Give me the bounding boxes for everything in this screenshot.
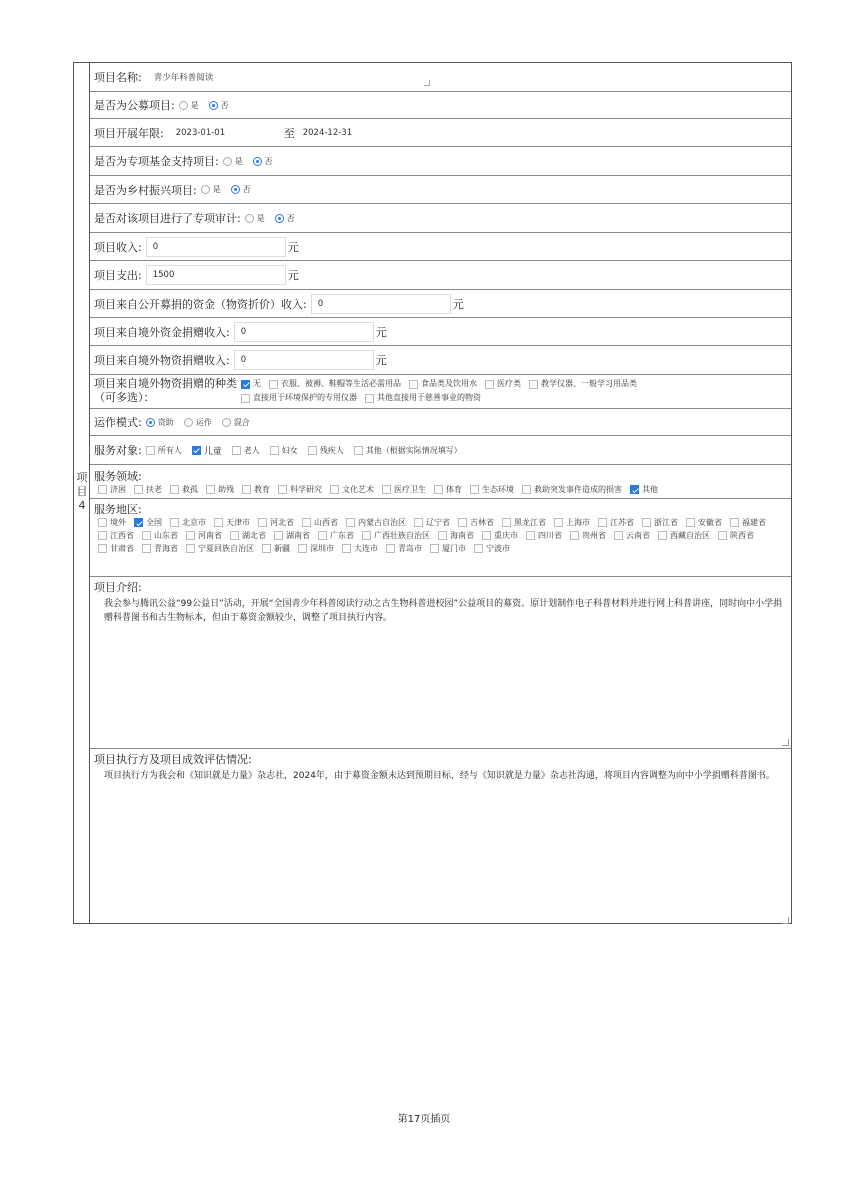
income-input[interactable]: 0 [146,237,286,257]
region-checkbox[interactable] [186,531,195,540]
foreign-fund-input[interactable]: 0 [234,322,374,342]
field-checkbox[interactable] [522,485,531,494]
region-option [258,543,290,554]
region-option [94,517,126,528]
field-option [202,484,234,495]
field-checkbox[interactable] [98,485,107,494]
region-option-label: 海南省 [450,531,474,540]
region-option [522,530,562,541]
field-option-label: 其他 [642,485,658,494]
goods-medical-label: 医疗类 [497,379,521,388]
field-option-label: 助残 [218,485,234,494]
project-name-field[interactable]: 青少年科普阅读 [153,73,214,83]
field-option-label: 救孤 [182,485,198,494]
region-option [94,530,134,541]
region-option [638,517,678,528]
region-option-label: 四川省 [538,531,562,540]
region-option-label: 全国 [146,518,162,527]
row-target [90,436,791,465]
field-options [94,484,662,495]
region-checkbox[interactable] [554,518,563,527]
region-option-label: 河北省 [270,518,294,527]
region-option-label: 境外 [110,518,126,527]
public-income-label: 项目来自公开募捐的资金（物资折价）收入: [94,297,307,311]
region-option-label: 内蒙古自治区 [358,518,406,527]
field-option-label: 教育 [254,485,270,494]
row-expense [90,261,791,290]
goods-type-label: 项目来自境外物资捐赠的种类 [94,377,237,390]
goods-daily-checkbox[interactable] [269,380,278,389]
form-rows [90,63,791,926]
field-checkbox[interactable] [434,485,443,494]
mode-fund-radio[interactable] [146,418,155,427]
goods-env-checkbox[interactable] [241,394,250,403]
region-checkbox[interactable] [414,518,423,527]
target-women-checkbox[interactable] [270,446,279,455]
special-fund-label: 是否为专项基金支持项目: [94,155,219,168]
region-option [130,517,162,528]
region-option-label: 陕西省 [730,531,754,540]
region-option-label: 宁夏回族自治区 [198,544,254,553]
region-checkbox[interactable] [258,518,267,527]
region-checkbox[interactable] [142,544,151,553]
field-label: 服务领域: [94,470,142,483]
region-checkbox[interactable] [482,531,491,540]
region-option [610,530,650,541]
goods-type-line-1 [237,377,641,391]
field-option [238,484,270,495]
region-checkbox[interactable] [474,544,483,553]
resize-handle-icon[interactable] [424,80,430,86]
region-option [338,543,378,554]
region-checkbox[interactable] [458,518,467,527]
field-checkbox[interactable] [206,485,215,494]
region-option-label: 江西省 [110,531,134,540]
row-region [90,499,791,577]
region-option-label: 青海省 [154,544,178,553]
field-option-label: 科学研究 [290,485,322,494]
region-option-label: 湖南省 [286,531,310,540]
mode-operate-label: 运作 [195,417,212,427]
region-option-label: 大连市 [354,544,378,553]
field-option [466,484,514,495]
field-option-label: 文化艺术 [342,485,374,494]
row-foreign-fund [90,318,791,346]
region-checkbox[interactable] [502,518,511,527]
expense-unit: 元 [287,269,299,282]
goods-medical-checkbox[interactable] [485,380,494,389]
region-option [314,530,354,541]
special-fund-no-radio[interactable] [253,157,262,166]
public-fund-no-radio[interactable] [209,101,218,110]
region-option-label: 浙江省 [654,518,678,527]
row-income [90,233,791,261]
field-checkbox[interactable] [470,485,479,494]
field-option-label: 济困 [110,485,126,494]
field-checkbox[interactable] [170,485,179,494]
region-checkbox[interactable] [302,518,311,527]
region-option [210,517,250,528]
field-checkbox[interactable] [630,485,639,494]
field-checkbox[interactable] [330,485,339,494]
field-option-label: 救助突发事件造成的损害 [534,485,622,494]
audit-yes-radio[interactable] [245,214,254,223]
audit-yes-label: 是 [256,213,265,223]
foreign-goods-label: 项目来自境外物资捐赠收入: [94,354,230,367]
field-option [130,484,162,495]
region-option [294,543,334,554]
region-option [478,530,518,541]
region-checkbox[interactable] [430,544,439,553]
row-period [90,119,791,147]
region-option [726,517,766,528]
side-label: 项目4 [76,471,88,512]
region-options [94,517,794,554]
period-end-field[interactable]: 2024-12-31 [302,127,353,138]
row-goods-type [90,375,791,409]
row-audit [90,204,791,233]
evaluation-resize-icon[interactable] [782,917,789,924]
region-option-label: 河南省 [198,531,222,540]
goods-food-label: 食品类及饮用水 [421,379,477,388]
audit-no-radio[interactable] [275,214,284,223]
region-checkbox[interactable] [298,544,307,553]
goods-food-checkbox[interactable] [409,380,418,389]
region-option-label: 北京市 [182,518,206,527]
region-option [410,517,450,528]
region-checkbox[interactable] [598,518,607,527]
region-option-label: 安徽省 [698,518,722,527]
goods-type-label-wrap [94,377,237,405]
region-checkbox[interactable] [342,544,351,553]
region-option-label: 吉林省 [470,518,494,527]
region-option-label: 山西省 [314,518,338,527]
region-option-label: 湖北省 [242,531,266,540]
region-option-label: 福建省 [742,518,766,527]
field-option [326,484,374,495]
field-option [166,484,198,495]
region-checkbox[interactable] [386,544,395,553]
target-disabled-checkbox[interactable] [308,446,317,455]
mode-fund-label: 资助 [157,417,174,427]
region-option [454,517,494,528]
field-checkbox[interactable] [382,485,391,494]
row-foreign-goods [90,346,791,375]
region-label: 服务地区: [94,503,142,516]
region-option [166,517,206,528]
region-checkbox[interactable] [262,544,271,553]
row-evaluation [90,749,791,926]
goods-none-label: 无 [253,379,261,388]
public-income-input[interactable]: 0 [311,294,451,314]
region-option-label: 青岛市 [398,544,422,553]
region-option [138,530,178,541]
page-footer: 第17页插页 [397,1114,451,1125]
project-name-label: 项目名称: [94,71,142,84]
expense-input[interactable]: 1500 [146,265,286,285]
foreign-fund-unit: 元 [375,325,387,339]
mode-operate-radio[interactable] [184,418,193,427]
field-option-label: 体育 [446,485,462,494]
period-start-field[interactable]: 2023-01-01 [175,127,226,138]
region-option [434,530,474,541]
goods-none-checkbox[interactable] [241,380,250,389]
target-women-label: 妇女 [281,445,298,455]
field-option-label: 生态环境 [482,485,514,494]
region-checkbox[interactable] [318,531,327,540]
region-option-label: 西藏自治区 [670,531,710,540]
region-option [470,543,510,554]
income-label: 项目收入: [94,240,142,254]
region-option-label: 宁波市 [486,544,510,553]
rural-no-radio[interactable] [231,185,240,194]
region-option-label: 甘肃省 [110,544,134,553]
row-public-income [90,290,791,318]
public-fund-no-label: 否 [220,100,229,110]
region-option [342,517,406,528]
target-children-checkbox[interactable] [192,446,201,455]
side-column [74,63,90,923]
evaluation-label: 项目执行方及项目成效评估情况: [94,753,252,766]
project-form-table [73,62,792,924]
goods-type-label-2: （可多选）： [94,391,155,404]
public-fund-label: 是否为公募项目: [94,99,175,112]
field-option-label: 扶老 [146,485,162,494]
goods-other-checkbox[interactable] [365,394,374,403]
region-checkbox[interactable] [98,544,107,553]
special-fund-yes-label: 是 [234,156,243,166]
target-other-label: 其他（根据实际情况填写） [365,445,462,455]
public-fund-yes-label: 是 [190,100,199,110]
row-mode [90,409,791,436]
region-option [138,543,178,554]
region-checkbox[interactable] [438,531,447,540]
row-project-name [90,63,791,92]
intro-text[interactable]: 我会参与腾讯公益“99公益日”活动，开展“全国青少年科普阅读行动之古生物科普进校园”公益项目的募资。原计划制作电子科普材料并进行网上科普讲座，同时向中小学捐赠科普图书和古生物标本，但由于募资金额较少，调整了项目执行内容。 [104,599,783,623]
field-checkbox[interactable] [278,485,287,494]
region-option-label: 江苏省 [610,518,634,527]
mode-label: 运作模式: [94,416,142,429]
region-option [226,530,266,541]
row-rural [90,176,791,204]
region-checkbox[interactable] [214,518,223,527]
income-unit: 元 [287,240,299,254]
region-checkbox[interactable] [170,518,179,527]
region-checkbox[interactable] [134,518,143,527]
field-checkbox[interactable] [242,485,251,494]
evaluation-text[interactable]: 项目执行方为我会和《知识就是力量》杂志社，2024年，由于募资金额未达到预期目标，经与《知识就是力量》杂志社沟通，将项目内容调整为向中小学捐赠科普图书。 [104,771,775,781]
region-checkbox[interactable] [142,531,151,540]
region-checkbox[interactable] [718,531,727,540]
public-fund-yes-radio[interactable] [179,101,188,110]
row-special-fund [90,147,791,176]
rural-no-label: 否 [242,185,251,194]
expense-label: 项目支出: [94,269,142,282]
region-option [382,543,422,554]
region-checkbox[interactable] [614,531,623,540]
audit-label: 是否对该项目进行了专项审计: [94,212,241,225]
goods-daily-label: 衣服、被褥、鞋帽等生活必需用品 [281,379,401,388]
foreign-goods-unit: 元 [375,354,387,367]
region-option-label: 上海市 [566,518,590,527]
public-income-unit: 元 [452,297,464,311]
target-elderly-checkbox[interactable] [232,446,241,455]
target-label: 服务对象: [94,444,142,457]
region-option [566,530,606,541]
row-public-fund [90,92,791,119]
field-option [518,484,622,495]
target-elderly-label: 老人 [243,445,260,455]
field-option [626,484,658,495]
period-to-label: 至 [283,126,295,140]
region-option [426,543,466,554]
field-option [378,484,426,495]
goods-type-options [237,377,641,405]
region-option [654,530,710,541]
target-all-checkbox[interactable] [146,446,155,455]
region-option-label: 山东省 [154,531,178,540]
region-checkbox[interactable] [98,531,107,540]
region-option [714,530,754,541]
region-option [682,517,722,528]
row-field [90,465,791,499]
target-all-label: 所有人 [157,445,182,455]
region-checkbox[interactable] [230,531,239,540]
region-option-label: 广西壮族自治区 [374,531,430,540]
field-option [430,484,462,495]
goods-type-line-2 [237,391,641,405]
region-checkbox[interactable] [570,531,579,540]
region-option [298,517,338,528]
region-checkbox[interactable] [658,531,667,540]
region-checkbox[interactable] [730,518,739,527]
target-disabled-label: 残疾人 [319,445,344,455]
goods-env-label: 直接用于环境保护的专用仪器 [253,393,357,402]
intro-label: 项目介绍: [94,581,142,594]
special-fund-no-label: 否 [264,156,273,166]
field-option [94,484,126,495]
target-other-checkbox[interactable] [354,446,363,455]
region-option-label: 新疆 [274,544,290,553]
region-checkbox[interactable] [642,518,651,527]
region-option-label: 天津市 [226,518,250,527]
foreign-goods-input[interactable]: 0 [234,350,374,370]
region-option-label: 重庆市 [494,531,518,540]
region-option [182,543,254,554]
region-option-label: 黑龙江省 [514,518,546,527]
rural-yes-radio[interactable] [201,185,210,194]
goods-teaching-checkbox[interactable] [529,380,538,389]
audit-no-label: 否 [286,213,295,223]
region-checkbox[interactable] [686,518,695,527]
period-label: 项目开展年限: [94,126,164,140]
region-checkbox[interactable] [362,531,371,540]
mode-mixed-label: 混合 [233,417,250,427]
special-fund-yes-radio[interactable] [223,157,232,166]
row-intro [90,577,791,749]
region-option-label: 广东省 [330,531,354,540]
region-option [594,517,634,528]
rural-label: 是否为乡村振兴项目: [94,183,197,197]
region-option-label: 辽宁省 [426,518,450,527]
region-option [94,543,134,554]
region-option-label: 深圳市 [310,544,334,553]
target-children-label: 儿童 [203,446,222,457]
goods-teaching-label: 教学仪器、一般学习用品类 [541,379,637,388]
rural-yes-label: 是 [212,185,221,194]
field-option [274,484,322,495]
region-option-label: 云南省 [626,531,650,540]
region-option-label: 贵州省 [582,531,606,540]
goods-other-label: 其他直接用于慈善事业的物资 [377,393,481,402]
foreign-fund-label: 项目来自境外资金捐赠收入: [94,325,230,339]
intro-resize-icon[interactable] [782,739,789,746]
mode-mixed-radio[interactable] [222,418,231,427]
region-checkbox[interactable] [274,531,283,540]
region-checkbox[interactable] [186,544,195,553]
region-option [182,530,222,541]
region-option-label: 厦门市 [442,544,466,553]
field-checkbox[interactable] [134,485,143,494]
region-checkbox[interactable] [346,518,355,527]
region-option [550,517,590,528]
region-option [358,530,430,541]
region-option [254,517,294,528]
region-checkbox[interactable] [526,531,535,540]
region-option [270,530,310,541]
field-option-label: 医疗卫生 [394,485,426,494]
region-option [498,517,546,528]
region-checkbox[interactable] [98,518,107,527]
